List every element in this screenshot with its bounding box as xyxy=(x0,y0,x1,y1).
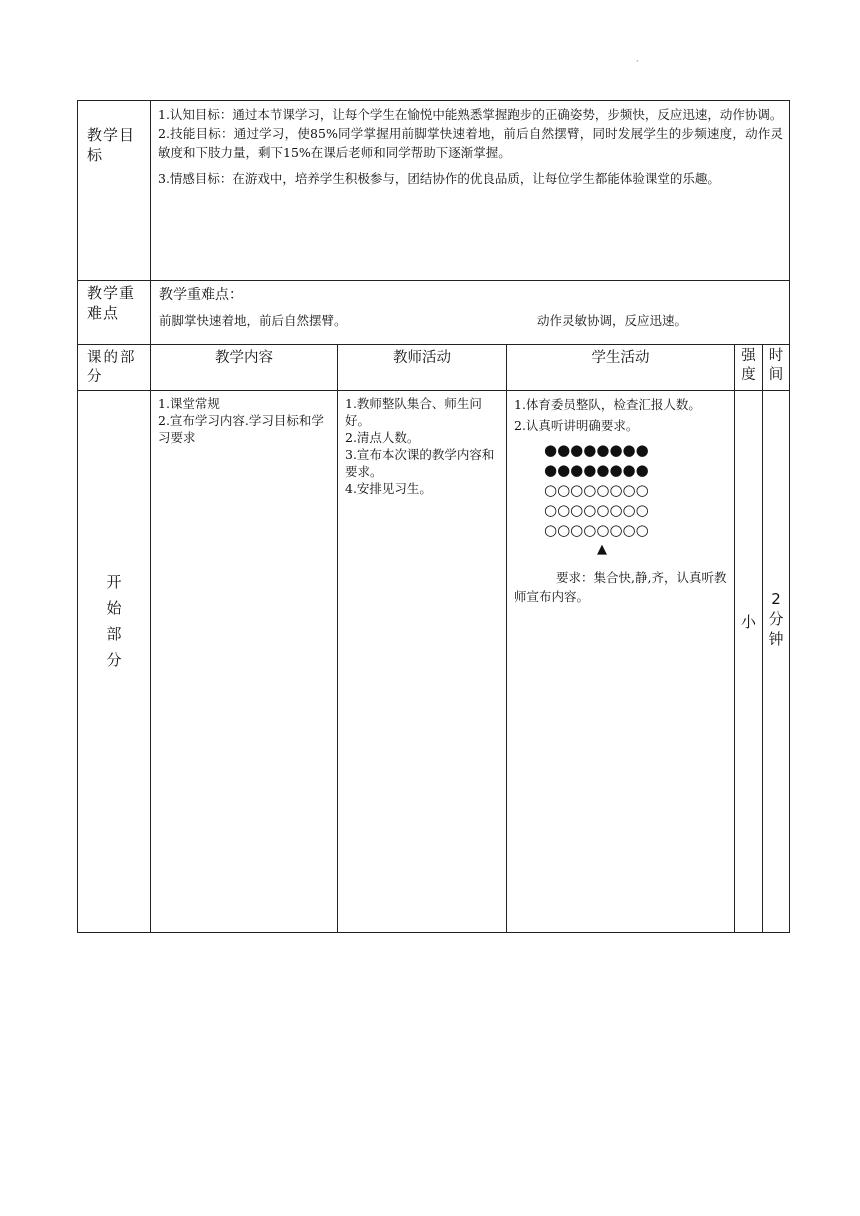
teacher-activity-item: 3.宣布本次课的教学内容和要求。 xyxy=(345,447,495,479)
time-char: 分 xyxy=(768,610,784,628)
objective-skill: 2.技能目标：通过学习，使85%同学掌握用前脚掌快速着地，前后自然摆臂，同时发展学生的步频速度，动作灵敏度和下肢力量，剩下15%在课后老师和同学帮助下逐渐掌握。 xyxy=(158,126,784,160)
formation-row-filled: ●●●●●●●● xyxy=(544,461,649,479)
lesson-plan-table xyxy=(77,100,790,933)
key-points-row xyxy=(78,281,790,345)
time-value xyxy=(763,391,789,649)
intensity-value: 小 xyxy=(740,613,756,631)
formation-diagram xyxy=(544,440,728,560)
header-time: 时间 xyxy=(768,348,784,383)
objectives-text xyxy=(151,101,789,193)
objective-cognitive: 1.认知目标：通过本节课学习，让每个学生在愉悦中能熟悉掌握跑步的正确姿势，步频快，反应迅速，动作协调。 xyxy=(158,107,783,122)
section-name-char: 开 xyxy=(106,573,122,591)
content-item: 1.课堂常规 xyxy=(158,396,220,411)
objective-emotional: 3.情感目标：在游戏中，培养学生积极参与，团结协作的优良品质，让每位学生都能体验课堂的乐趣。 xyxy=(158,171,720,186)
time-char: 2 xyxy=(771,590,781,608)
objectives-row xyxy=(78,101,790,281)
formation-row-hollow: ○○○○○○○○ xyxy=(544,521,649,539)
teacher-activity-item: 2.清点人数。 xyxy=(345,430,420,445)
student-activity-cell xyxy=(507,391,734,606)
key-points-label: 教学重难点 xyxy=(87,284,136,322)
section-name xyxy=(78,391,150,673)
key-points-title: 教学重难点： xyxy=(159,287,243,303)
formation-row-hollow: ○○○○○○○○ xyxy=(544,481,649,499)
teacher-activity-item: 4.安排见习生。 xyxy=(345,481,432,496)
formation-row-filled: ●●●●●●●● xyxy=(544,441,649,459)
section-name-char: 部 xyxy=(106,625,122,643)
table-header-row xyxy=(78,345,790,391)
content-cell xyxy=(151,391,337,446)
content-item: 2.宣布学习内容.学习目标和学习要求 xyxy=(158,413,324,445)
header-content: 教学内容 xyxy=(215,350,273,366)
header-teacher: 教师活动 xyxy=(393,350,451,366)
header-section: 课的部分 xyxy=(87,350,137,385)
student-activity-item: 1.体育委员整队，检查汇报人数。 xyxy=(514,397,701,412)
student-activity-item: 2.认真听讲明确要求。 xyxy=(514,418,639,433)
formation-row-hollow: ○○○○○○○○ xyxy=(544,501,649,519)
header-intensity: 强度 xyxy=(741,348,756,383)
section-name-char: 分 xyxy=(106,651,122,669)
time-char: 钟 xyxy=(768,630,784,648)
key-point-text: 前脚掌快速着地，前后自然摆臂。 xyxy=(159,313,347,328)
teacher-activity-cell xyxy=(338,391,506,497)
page-dot-mark: · xyxy=(636,57,639,66)
header-student: 学生活动 xyxy=(591,350,650,366)
section-name-char: 始 xyxy=(106,599,122,617)
difficulty-text: 动作灵敏协调，反应迅速。 xyxy=(537,313,688,328)
student-requirement: 要求：集合快,静,齐，认真听教师宣布内容。 xyxy=(514,570,727,604)
objectives-label: 教学目标 xyxy=(87,126,136,164)
teacher-activity-item: 1.教师整队集合、师生问好。 xyxy=(345,396,482,428)
teacher-position-icon: ▲ xyxy=(597,542,607,557)
start-section-row xyxy=(78,391,790,933)
